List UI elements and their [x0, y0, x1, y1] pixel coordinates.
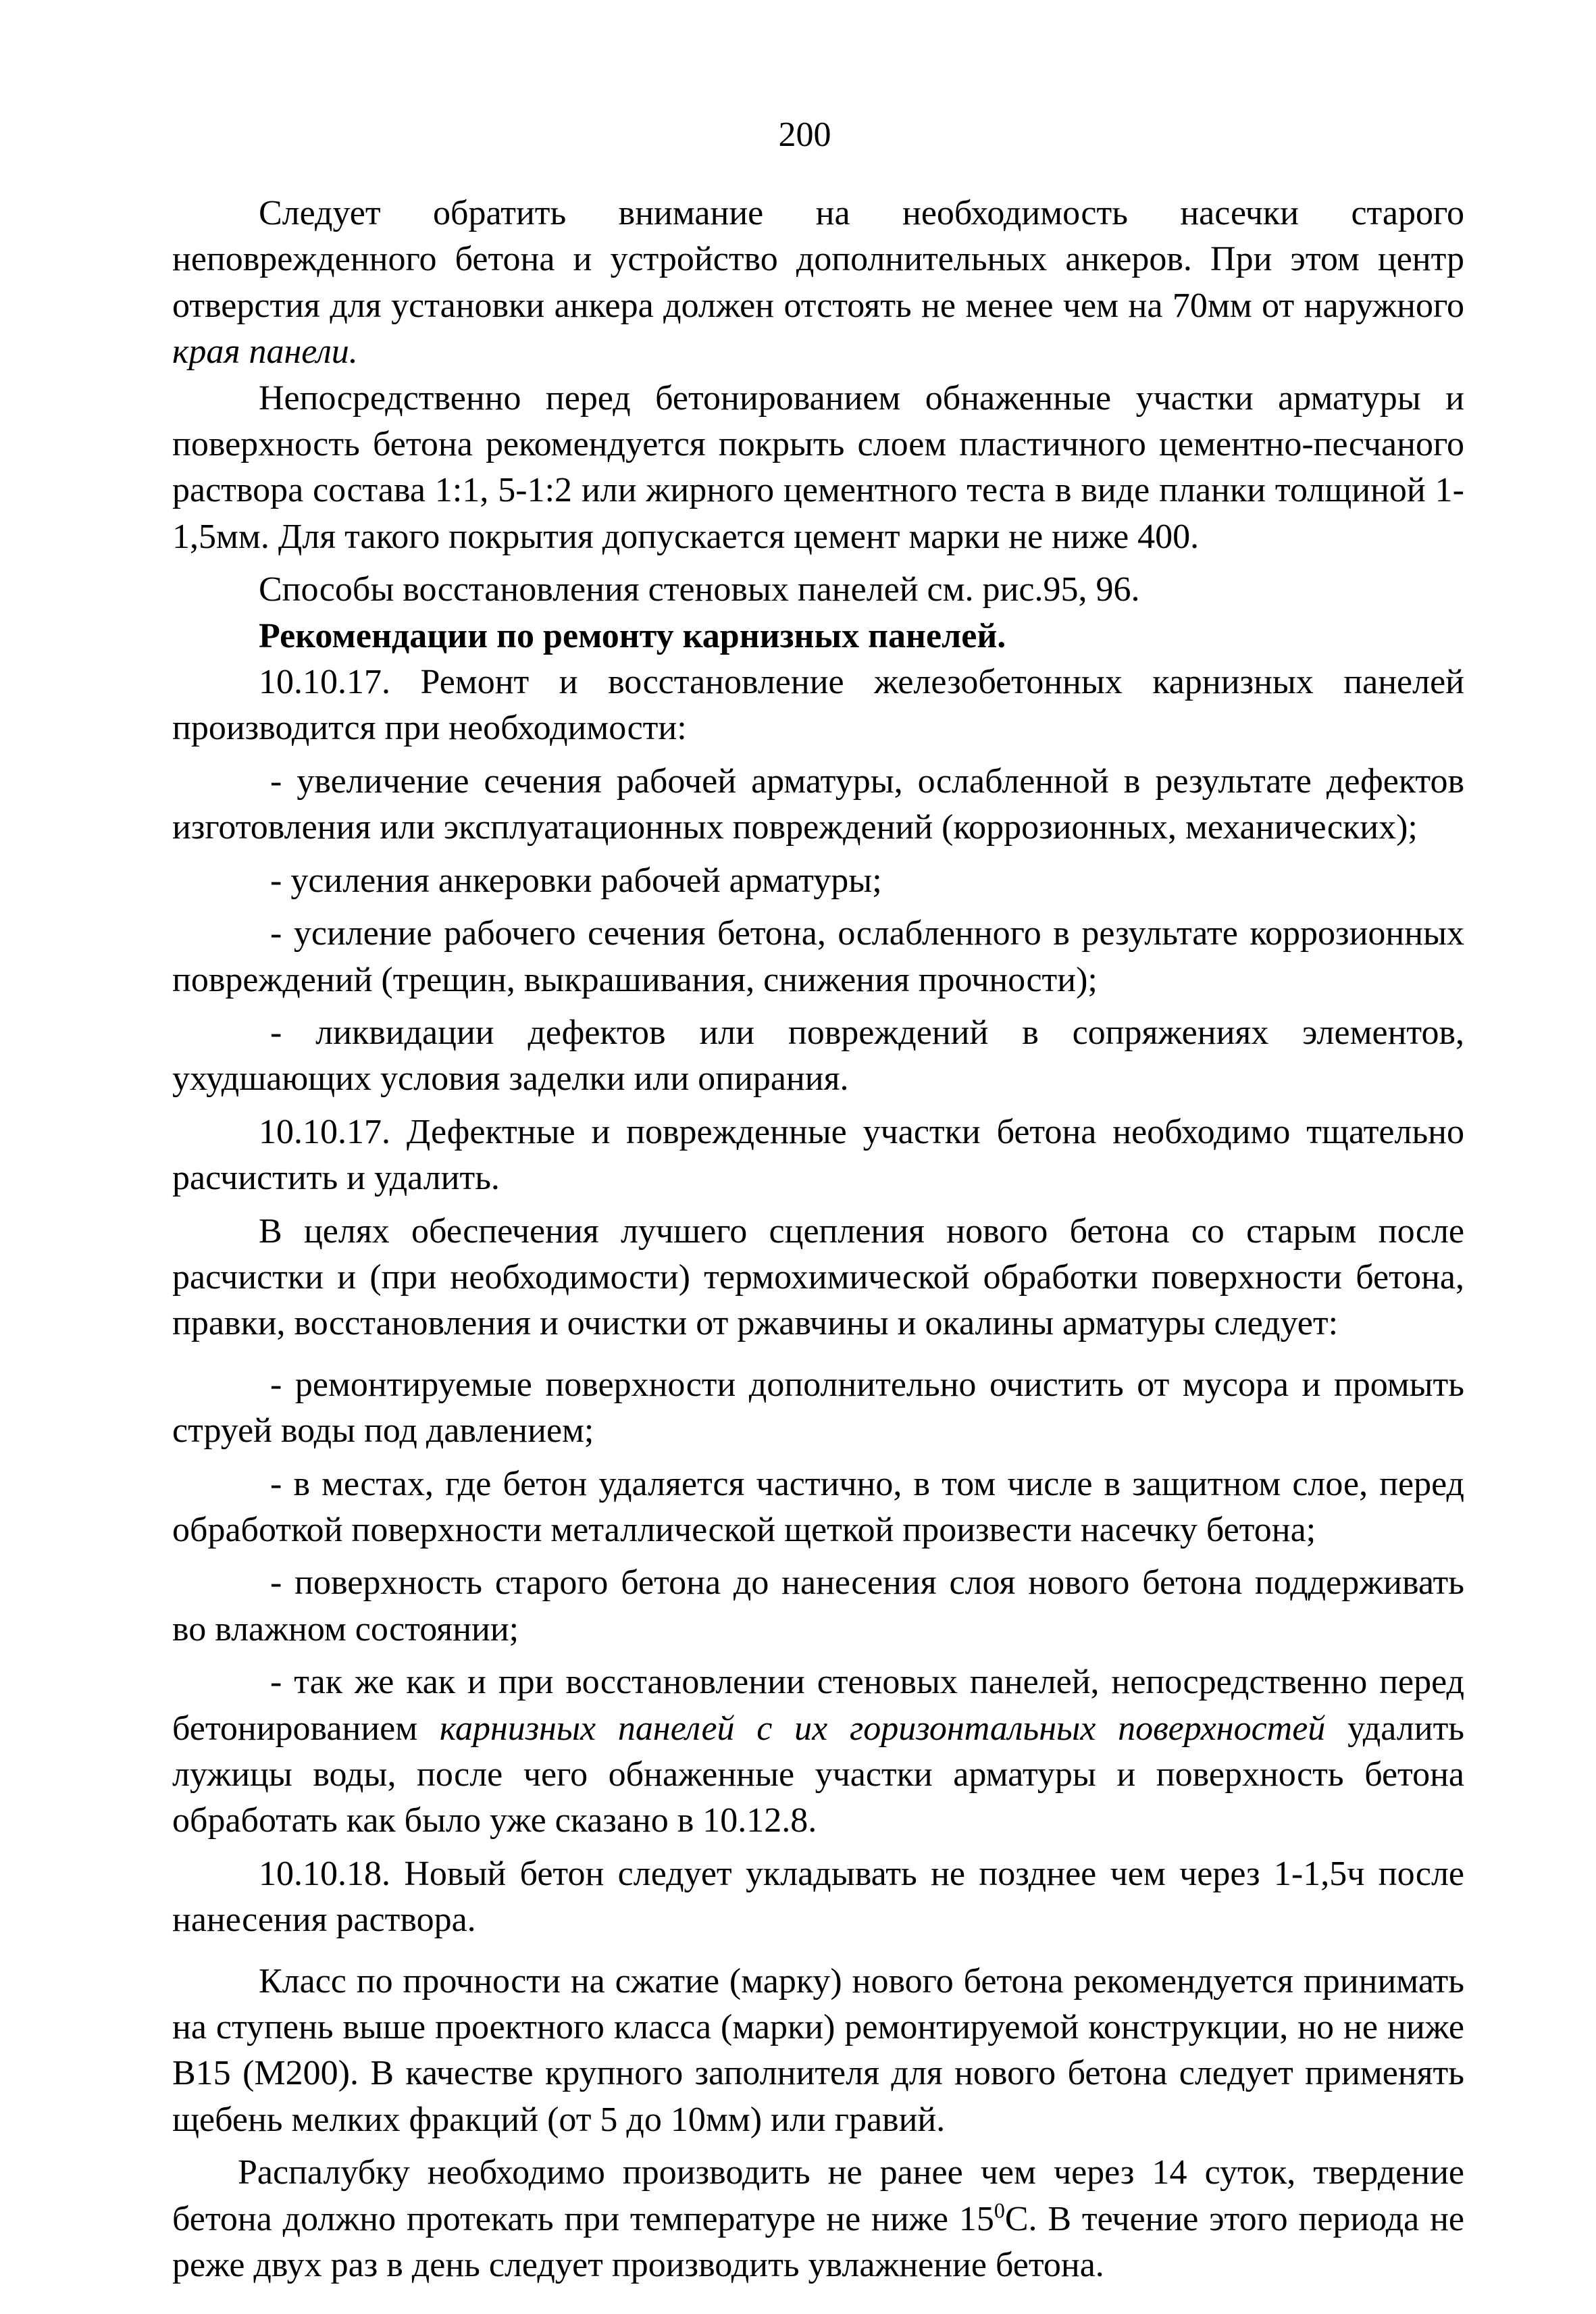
paragraph: В целях обеспечения лучшего сцепления нового бетона со старым после расчистки и (при необходимости) термохимической обработки поверхности бетона, правки, восстановления и очистки от ржавчины и окалины арматуры следует: — [172, 1211, 1464, 1343]
page-number: 200 — [778, 116, 831, 154]
paragraph: Распалубку необходимо производить не ранее чем через 14 суток, твердение бетона должно протекать при температуре не ниже $15^0С$. В течение этого периода не реже двух раз в день следует производить увлажнение бетона. — [172, 2153, 1465, 2285]
paragraph: 10.10.17. Ремонт и восстановление железобетонных карнизных панелей производится при необходимости: — [172, 663, 1464, 748]
list-item: - усиления анкеровки рабочей арматуры; — [270, 861, 882, 900]
list-item: - так же как и при восстановлении стеновых панелей, непосредственно перед бетонированием карнизных панелей с их горизонтальных поверхностей удалить лужицы воды, после чего обнаженные участки арматуры и поверхность бетона обработать как было уже сказано в 10.12.8. — [172, 1663, 1465, 1840]
list-item: - ремонтируемые поверхности дополнительно очистить от мусора и промыть струей воды под давлением; — [172, 1365, 1464, 1451]
list-item: - в местах, где бетон удаляется частично, в том числе в защитном слое, перед обработкой поверхности металлической щеткой произвести насечку бетона; — [172, 1464, 1464, 1549]
paragraph: Способы восстановления стеновых панелей см. рис.95, 96. — [259, 570, 1140, 609]
superscript: 0 — [994, 2198, 1005, 2223]
paragraph: Непосредственно перед бетонированием обнаженные участки арматуры и поверхность бетона рекомендуется покрыть слоем пластичного цементно-песчаного раствора состава 1:1, 5-1:2 или жирного цементного теста в виде планки толщиной 1-1,5мм. Для такого покрытия допускается цемент марки не ниже 400. — [172, 378, 1464, 556]
document-body — [172, 191, 1464, 2288]
paragraph: 10.10.17. Дефектные и поврежденные участки бетона необходимо тщательно расчистить и удалить. — [172, 1112, 1464, 1198]
section-heading: Рекомендации по ремонту карнизных панелей. — [259, 616, 1006, 655]
paragraph: Класс по прочности на сжатие (марку) нового бетона рекомендуется принимать на ступень выше проектного класса (марки) ремонтируемой конструкции, но не ниже В15 (М200). В качестве крупного заполнителя для нового бетона следует применять щебень мелких фракций (от 5 до 10мм) или гравий. — [172, 1961, 1464, 2139]
paragraph: 10.10.18. Новый бетон следует укладывать не позднее чем через 1-1,5ч после нанесения раствора. — [172, 1854, 1464, 1940]
paragraph: Следует обратить внимание на необходимость насечки старого неповрежденного бетона и устройство дополнительных анкеров. При этом центр отверстия для установки анкера должен отстоять не менее чем на 70мм от наружного края панели. — [172, 194, 1464, 372]
list-item: - поверхность старого бетона до нанесения слоя нового бетона поддерживать во влажном состоянии; — [172, 1563, 1464, 1649]
list-item: - усиление рабочего сечения бетона, ослабленного в результате коррозионных повреждений (трещин, выкрашивания, снижения прочности); — [172, 914, 1464, 999]
list-item: - ликвидации дефектов или повреждений в сопряжениях элементов, ухудшающих условия заделки или опирания. — [172, 1013, 1464, 1099]
list-item: - увеличение сечения рабочей арматуры, ослабленной в результате дефектов изготовления или эксплуатационных повреждений (коррозионных, механических); — [172, 761, 1464, 847]
